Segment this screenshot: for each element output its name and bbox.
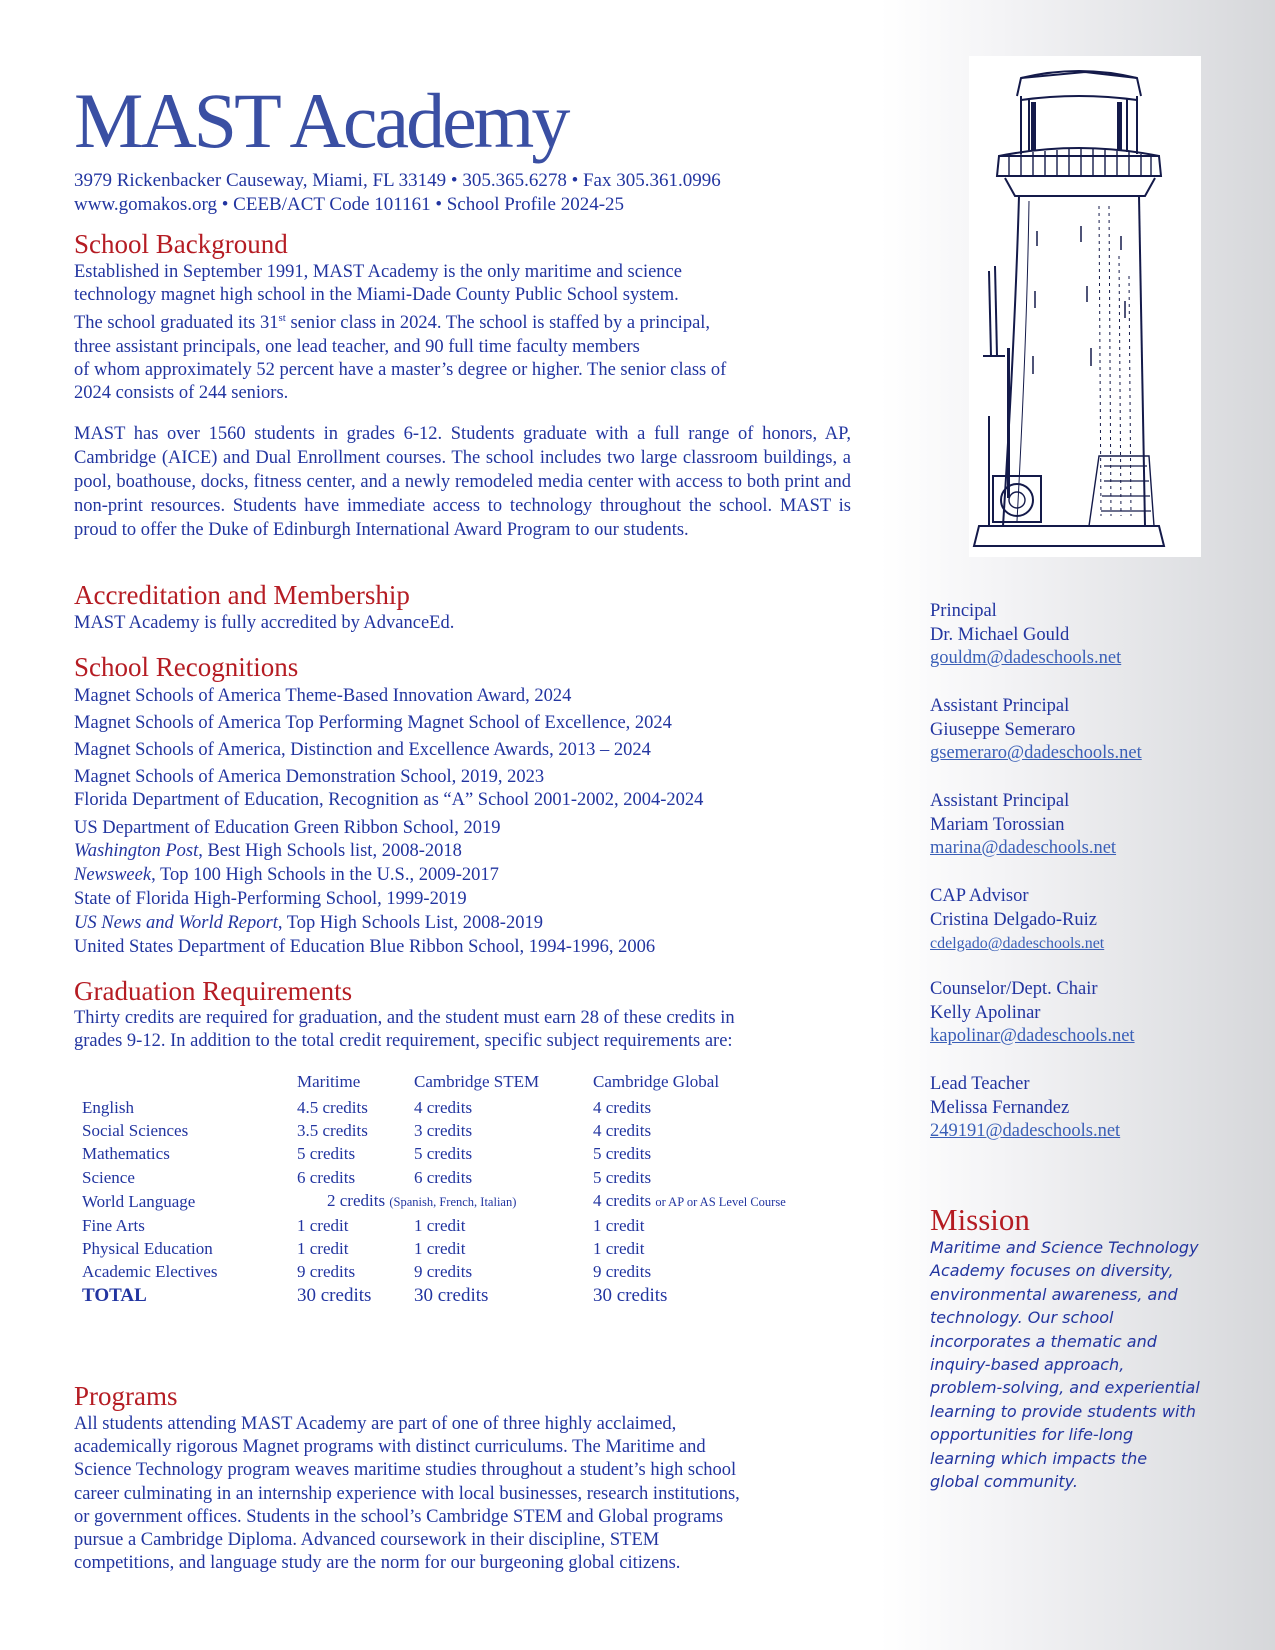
subject-cell: Science (82, 1167, 135, 1187)
school-background-heading: School Background (74, 229, 288, 259)
total-stem: 30 credits (414, 1284, 489, 1306)
recognition-item (74, 865, 499, 886)
global-cell: 9 credits (593, 1262, 652, 1282)
subject-cell: English (82, 1098, 134, 1117)
total-label: TOTAL (82, 1284, 147, 1306)
text-line: competitions, and language study are the norm for our burgeoning global citizens. (74, 1553, 681, 1574)
contact-role: Principal (930, 601, 997, 621)
accreditation-text: MAST Academy is fully accredited by AdvanceEd. (74, 613, 455, 633)
stem-cell: 3 credits (414, 1121, 473, 1141)
credits-value: 2 credits (327, 1190, 386, 1210)
text-span: , Best High Schools list, 2008-2018 (198, 841, 462, 861)
contact-role: Assistant Principal (930, 696, 1070, 716)
superscript: st (278, 312, 286, 325)
contact-email-link[interactable]: kapolinar@dadeschools.net (930, 1026, 1135, 1046)
contact-counselor (930, 978, 1230, 1049)
contact-lead-teacher (930, 1073, 1230, 1144)
text-line (74, 307, 726, 335)
recognition-item (74, 841, 462, 862)
maritime-cell: 1 credit (297, 1239, 349, 1259)
text-line: of whom approximately 52 percent have a master’s degree or higher. The senior class of (74, 359, 727, 380)
recognition-item: Magnet Schools of America Demonstration School, 2019, 2023 (74, 767, 545, 787)
publication-name: Washington Post (74, 841, 199, 861)
text-span: senior class in 2024. The school is staffed by a principal, (285, 313, 711, 334)
web-line: www.gomakos.org • CEEB/ACT Code 101161 • School Profile 2024-25 (74, 194, 625, 215)
maritime-cell: 5 credits (297, 1144, 356, 1164)
contact-name: Giuseppe Semeraro (930, 719, 1076, 740)
contact-name: Cristina Delgado-Ruiz (930, 909, 1097, 930)
programs-paragraph (74, 1413, 740, 1575)
text-line: three assistant principals, one lead teacher, and 90 full time faculty members (74, 336, 640, 357)
recognition-item: US Department of Education Green Ribbon School, 2019 (74, 818, 501, 838)
global-cell: 1 credit (593, 1216, 645, 1236)
contact-role: Assistant Principal (930, 791, 1070, 811)
text-line: 2024 consists of 244 seniors. (74, 383, 289, 404)
contact-email-link[interactable]: cdelgado@dadeschools.net (930, 935, 1105, 952)
stem-cell: 5 credits (414, 1144, 473, 1164)
table-row (82, 1189, 853, 1214)
stem-cell: 4 credits (414, 1098, 473, 1117)
global-cell: 4 credits (593, 1121, 652, 1141)
total-row (82, 1284, 853, 1307)
contact-assistant-principal-1 (930, 695, 1230, 766)
text-span: , Top 100 High Schools in the U.S., 2009-2017 (151, 865, 499, 885)
accreditation-heading: Accreditation and Membership (74, 580, 410, 610)
contact-name: Kelly Apolinar (930, 1002, 1041, 1023)
subject-cell: Fine Arts (82, 1216, 145, 1236)
table-row (82, 1166, 853, 1189)
text-line: All students attending MAST Academy are part of one of three highly acclaimed, (74, 1414, 677, 1434)
global-cell: 5 credits (593, 1144, 652, 1164)
total-maritime: 30 credits (297, 1284, 372, 1306)
text-line: Established in September 1991, MAST Academy is the only maritime and science (74, 262, 682, 282)
recognition-item (74, 913, 543, 934)
recognitions-heading: School Recognitions (74, 652, 299, 682)
text-line: academically rigorous Magnet programs with distinct curriculums. The Maritime and (74, 1437, 706, 1458)
text-line: Thirty credits are required for graduation, and the student must earn 28 of these credits in (74, 1008, 735, 1028)
credits-value: 4 credits (593, 1190, 652, 1210)
contact-email-link[interactable]: gsemeraro@dadeschools.net (930, 743, 1142, 763)
recognition-item: Magnet Schools of America Top Performing Magnet School of Excellence, 2024 (74, 713, 672, 733)
recognition-item: Magnet Schools of America Theme-Based Innovation Award, 2024 (74, 686, 572, 706)
contact-role: CAP Advisor (930, 886, 1029, 906)
credits-note: or AP or AS Level Course (655, 1194, 786, 1209)
shared-credits-cell (297, 1189, 593, 1214)
table-row (82, 1142, 853, 1165)
address-line: 3979 Rickenbacker Causeway, Miami, FL 33149 • 305.365.6278 • Fax 305.361.0996 (74, 170, 721, 191)
contact-email-link[interactable]: gouldm@dadeschools.net (930, 648, 1122, 668)
table-row (82, 1096, 853, 1119)
contact-role: Lead Teacher (930, 1074, 1030, 1094)
contact-name: Mariam Torossian (930, 814, 1065, 835)
mission-heading: Mission (930, 1202, 1030, 1237)
text-line: career culminating in an internship experience with local businesses, research institutions, (74, 1483, 740, 1504)
text-line: grades 9-12. In addition to the total credit requirement, specific subject requirements are: (74, 1031, 733, 1052)
global-cell: 1 credit (593, 1239, 645, 1259)
column-header-stem: Cambridge STEM (414, 1072, 540, 1091)
subject-cell: Social Sciences (82, 1121, 189, 1141)
table-row (82, 1237, 853, 1260)
graduation-intro (74, 1007, 735, 1053)
maritime-cell: 6 credits (297, 1167, 356, 1187)
maritime-cell: 4.5 credits (297, 1098, 368, 1117)
mission-text: Maritime and Science Technology Academy focuses on diversity, environmental awareness, and technology. Our school incorporates a thematic and inquiry-based approach, problem-solving, and experiential learning to provide students with opportunities for life-long learning which impacts the global community. (930, 1238, 1200, 1492)
recognition-item: Florida Department of Education, Recognition as “A” School 2001-2002, 2004-2024 (74, 790, 704, 810)
contact-email-link[interactable]: marina@dadeschools.net (930, 838, 1117, 858)
subject-cell: Academic Electives (82, 1262, 218, 1282)
publication-name: US News and World Report (74, 913, 278, 933)
column-header-maritime: Maritime (297, 1072, 361, 1091)
text-line: Science Technology program weaves maritime studies throughout a student’s high school (74, 1460, 737, 1481)
contact-principal (930, 600, 1230, 671)
contact-name: Dr. Michael Gould (930, 624, 1070, 645)
maritime-cell: 3.5 credits (297, 1121, 368, 1141)
maritime-cell: 1 credit (297, 1216, 349, 1236)
table-row (82, 1214, 853, 1237)
global-cell: 4 credits (593, 1098, 652, 1117)
global-cell: 5 credits (593, 1167, 652, 1187)
text-span: The school graduated its 31 (74, 313, 279, 334)
stem-cell: 6 credits (414, 1167, 473, 1187)
graduation-heading: Graduation Requirements (74, 976, 353, 1006)
stem-cell: 1 credit (414, 1239, 466, 1259)
text-line: pursue a Cambridge Diploma. Advanced coursework in their discipline, STEM (74, 1530, 660, 1551)
subject-cell: Mathematics (82, 1144, 170, 1164)
text-span: , Top High Schools List, 2008-2019 (277, 913, 543, 933)
subject-cell: Physical Education (82, 1239, 213, 1259)
contact-name: Melissa Fernandez (930, 1097, 1070, 1118)
lighthouse-tower-sketch-icon (969, 56, 1201, 557)
school-title: MAST Academy (74, 77, 568, 164)
publication-name: Newsweek (74, 865, 152, 885)
column-header-global: Cambridge Global (593, 1072, 720, 1091)
recognition-item: United States Department of Education Blue Ribbon School, 1994-1996, 2006 (74, 937, 656, 957)
table-row (82, 1119, 853, 1142)
programs-heading: Programs (74, 1381, 178, 1411)
contact-email-link[interactable]: 249191@dadeschools.net (930, 1121, 1121, 1141)
maritime-cell: 9 credits (297, 1262, 356, 1282)
school-background-paragraph-1 (74, 261, 726, 405)
school-background-paragraph-2: MAST has over 1560 students in grades 6-12. Students graduate with a full range of honors, AP, Cambridge (AICE) and Dual Enrollment courses. The school includes two large classroom buildings, a pool, boathouse, docks, fitness center, and a newly remodeled media center with access to both print and non-print resources. Students have immediate access to technology throughout the school. MAST is proud to offer the Duke of Edinburgh International Award Program to our students. (74, 424, 851, 540)
contact-cap-advisor (930, 885, 1230, 956)
stem-cell: 1 credit (414, 1216, 466, 1236)
requirements-table (82, 1096, 853, 1307)
recognition-item: Magnet Schools of America, Distinction and Excellence Awards, 2013 – 2024 (74, 740, 651, 760)
text-line: or government offices. Students in the school’s Cambridge STEM and Global programs (74, 1506, 724, 1527)
subject-cell: World Language (82, 1191, 196, 1211)
text-line: technology magnet high school in the Miami-Dade County Public School system. (74, 285, 679, 306)
total-global: 30 credits (593, 1284, 668, 1306)
tower-illustration (969, 56, 1201, 557)
contact-role: Counselor/Dept. Chair (930, 979, 1098, 999)
global-cell (593, 1189, 853, 1214)
table-row (82, 1260, 853, 1283)
credits-note: (Spanish, French, Italian) (389, 1194, 517, 1209)
recognition-item: State of Florida High-Performing School, 1999-2019 (74, 889, 467, 909)
contact-assistant-principal-2 (930, 790, 1230, 861)
stem-cell: 9 credits (414, 1262, 473, 1282)
